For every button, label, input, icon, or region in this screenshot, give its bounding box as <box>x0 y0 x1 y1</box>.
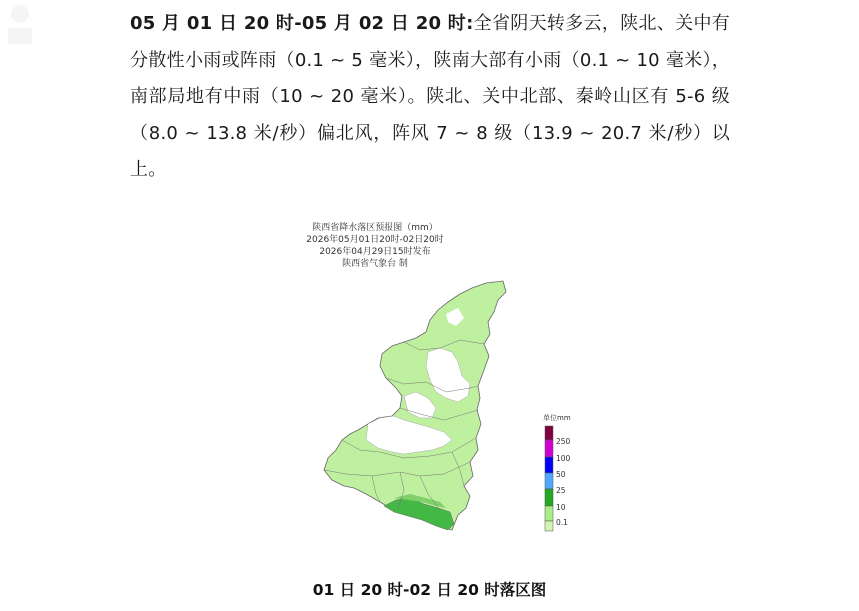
map-issuer: 陕西省气象台 制 <box>342 259 408 269</box>
watermark-logo <box>0 0 40 50</box>
article <box>130 0 730 189</box>
legend-label-10: 10 <box>556 503 566 512</box>
no-rain-area-central <box>404 392 436 418</box>
legend-colorbar <box>545 426 553 531</box>
municipal-borders <box>324 340 484 510</box>
legend-label-0.1: 0.1 <box>556 518 568 527</box>
shaanxi-province-shape <box>324 281 506 530</box>
no-rain-area-patch <box>446 308 464 326</box>
map-header <box>270 222 480 270</box>
map-title: 陕西省降水落区预报图（mm） <box>312 223 438 233</box>
legend-swatch-250-plus <box>545 426 553 440</box>
moderate-rain-area-south <box>384 498 454 530</box>
legend-label-100: 100 <box>556 454 571 463</box>
no-rain-area-north <box>426 348 470 402</box>
forecast-paragraph <box>130 0 730 189</box>
legend-unit: 单位mm <box>543 414 571 422</box>
legend-swatch-25-50 <box>545 473 553 489</box>
map-valid-period: 2026年05月01日20时-02日20时 <box>306 235 444 245</box>
legend-label-250: 250 <box>556 437 571 446</box>
legend-label-50: 50 <box>556 470 566 479</box>
legend-swatch-below-0.1 <box>545 521 553 531</box>
forecast-text: 全省阴天转多云，陕北、关中有分散性小雨或阵雨（0.1 ~ 5 毫米），陕南大部有小雨（0.1 ~ 10 毫米），南部局地有中雨（10 ~ 20 毫米）。陕北、关中北部、秦岭山区有 5-6 级（8.0 ~ 13.8 米/秒）偏北风，阵风 7 ~ 8 级（13.9 ~ 20.7 米/秒）以上。 <box>130 13 730 180</box>
light-rain-band-south <box>394 494 446 508</box>
map-issue-time: 2026年04月29日15时发布 <box>319 247 431 257</box>
figure-caption: 01 日 20 时-02 日 20 时落区图 <box>312 581 547 599</box>
legend-swatch-100-250 <box>545 440 553 457</box>
legend-swatch-50-100 <box>545 457 553 473</box>
legend-label-25: 25 <box>556 486 566 495</box>
legend-swatch-10-25 <box>545 489 553 506</box>
forecast-period: 05 月 01 日 20 时-05 月 02 日 20 时: <box>130 13 474 34</box>
legend-swatch-0.1-10 <box>545 506 553 521</box>
no-rain-area-guanzhong <box>366 416 452 454</box>
